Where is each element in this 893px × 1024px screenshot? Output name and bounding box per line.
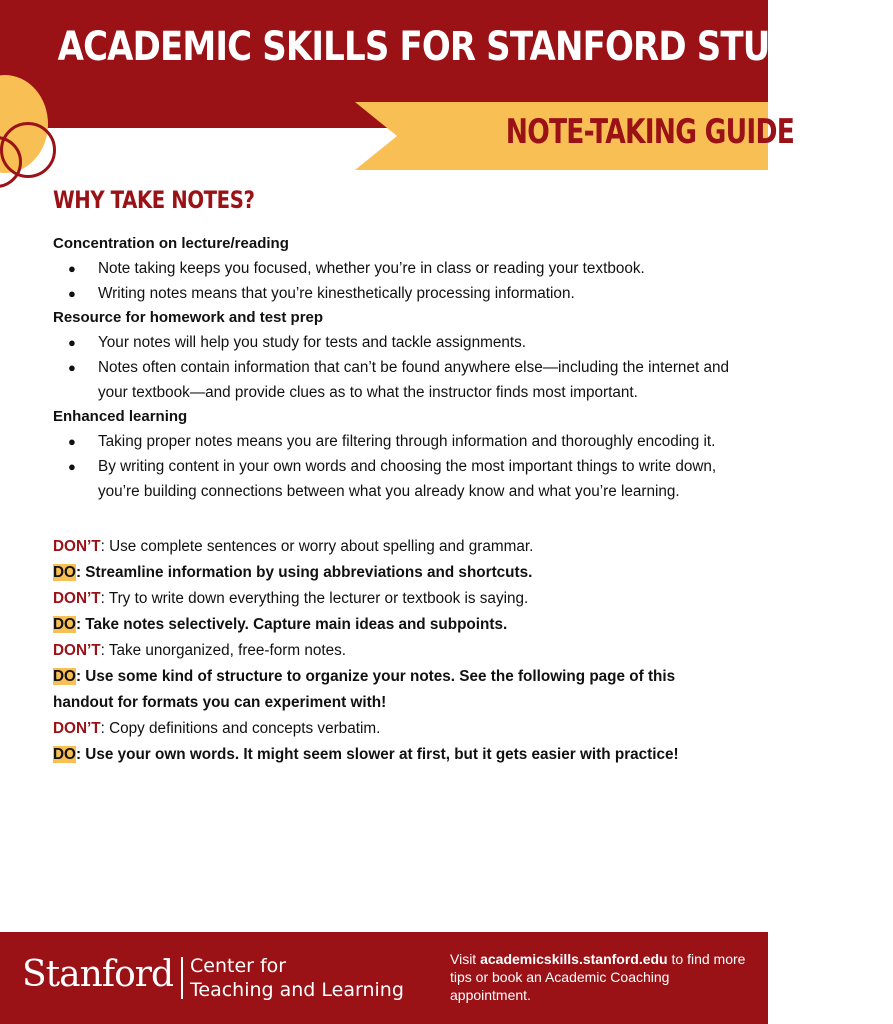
list-item [53, 256, 733, 281]
dont-tip [53, 638, 733, 664]
group-title: Enhanced learning [53, 408, 188, 425]
dont-tip [53, 586, 733, 612]
bullet-icon: ● [68, 286, 76, 301]
center-name-line: Teaching and Learning [190, 979, 404, 1001]
do-label: DO [53, 746, 76, 763]
bullet-text: Your notes will help you study for tests and tackle assignments. [98, 334, 526, 351]
bullet-text: Notes often contain information that can’t be found anywhere else—including the internet and your textbook—and provide clues as to what the instructor finds most important. [98, 359, 729, 401]
main-content [53, 180, 733, 768]
stanford-logo: Stanford [22, 954, 174, 995]
dont-label: DON’T [53, 642, 101, 659]
do-tip [53, 560, 733, 586]
tip-text: : Use some kind of structure to organize your notes. See the following page of this handout for formats you can experiment with! [53, 668, 676, 711]
bullet-icon: ● [68, 360, 76, 375]
bullet-text: Writing notes means that you’re kinesthetically processing information. [98, 285, 575, 302]
guide-title: NOTE-TAKING GUIDE [505, 112, 795, 152]
bullet-text: Taking proper notes means you are filtering through information and thoroughly encoding it. [98, 433, 716, 450]
tip-text: : Take unorganized, free-form notes. [100, 642, 347, 659]
tip-text: : Try to write down everything the lecturer or textbook is saying. [100, 590, 529, 607]
bullet-list [53, 256, 733, 306]
bullet-icon: ● [68, 261, 76, 276]
bullet-icon: ● [68, 459, 76, 474]
do-label: DO [53, 564, 76, 581]
do-label: DO [53, 668, 76, 685]
dont-label: DON’T [53, 720, 101, 737]
bullet-list [53, 330, 733, 405]
bullet-list [53, 429, 733, 504]
tip-text: : Take notes selectively. Capture main ideas and subpoints. [75, 616, 508, 633]
do-tip [53, 664, 733, 716]
list-item [53, 355, 733, 405]
footer [0, 932, 768, 1024]
dont-tip [53, 534, 733, 560]
dos-and-donts [53, 534, 733, 768]
do-tip [53, 612, 733, 638]
visit-prefix: Visit [450, 951, 481, 967]
center-name-line: Center for [190, 955, 287, 977]
bullet-icon: ● [68, 434, 76, 449]
list-item [53, 281, 733, 306]
bullet-text: By writing content in your own words and choosing the most important things to write down, you’re building connections between what you already know and what you’re learning. [98, 458, 717, 500]
visit-text [450, 950, 750, 1004]
dont-tip [53, 716, 733, 742]
list-item [53, 429, 733, 454]
tip-text: : Use your own words. It might seem slower at first, but it gets easier with practice! [75, 746, 679, 763]
tip-text: : Streamline information by using abbreviations and shortcuts. [75, 564, 533, 581]
tip-text: : Copy definitions and concepts verbatim. [100, 720, 381, 737]
dont-label: DON’T [53, 590, 101, 607]
group-title: Resource for homework and test prep [53, 309, 324, 326]
tip-text: : Use complete sentences or worry about spelling and grammar. [100, 538, 534, 555]
academic-skills-link[interactable]: academicskills.stanford.edu [480, 951, 668, 967]
visit-suffix: to find more tips or book an Academic Coaching appointment. [450, 951, 746, 1003]
footer-divider [181, 957, 183, 999]
page-title: ACADEMIC SKILLS FOR STANFORD STUDENTS [57, 24, 893, 70]
center-name [190, 954, 404, 1002]
dont-label: DON’T [53, 538, 101, 555]
reason-groups [53, 232, 733, 504]
group-title: Concentration on lecture/reading [53, 235, 289, 252]
bullet-icon: ● [68, 335, 76, 350]
do-label: DO [53, 616, 76, 633]
bullet-text: Note taking keeps you focused, whether you’re in class or reading your textbook. [98, 260, 645, 277]
list-item [53, 454, 733, 504]
list-item [53, 330, 733, 355]
section-heading: WHY TAKE NOTES? [53, 186, 255, 214]
do-tip [53, 742, 733, 768]
